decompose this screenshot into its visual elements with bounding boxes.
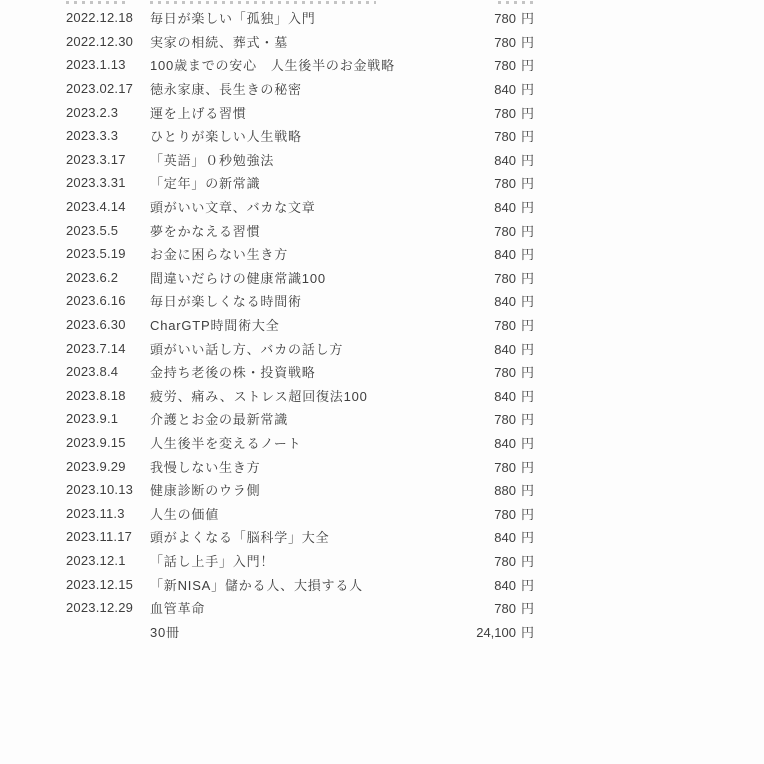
row-price <box>494 244 534 263</box>
currency-label: 円 <box>520 412 534 428</box>
currency-label: 円 <box>520 483 534 499</box>
currency-label: 円 <box>520 365 534 381</box>
row-title: 100歳までの安心 人生後半のお金戦略 <box>150 58 395 74</box>
row-title: 夢をかなえる習慣 <box>150 223 261 239</box>
price-amount: 780 <box>494 412 516 428</box>
row-date: 2023.12.1 <box>66 552 126 568</box>
table-row <box>66 148 534 172</box>
table-row <box>66 6 534 30</box>
table-row <box>66 242 534 266</box>
row-title: 「英語」０秒勉強法 <box>150 152 275 168</box>
currency-label: 円 <box>520 223 534 239</box>
currency-label: 円 <box>520 270 534 286</box>
row-price <box>494 268 534 287</box>
price-amount: 840 <box>494 200 516 216</box>
price-amount: 880 <box>494 483 516 499</box>
row-date: 2023.9.29 <box>66 458 126 474</box>
price-amount: 780 <box>494 318 516 334</box>
currency-label: 円 <box>520 294 534 310</box>
row-title: 金持ち老後の株・投資戦略 <box>150 365 316 381</box>
row-title: 人生後半を変えるノート <box>150 435 302 451</box>
price-amount: 780 <box>494 459 516 475</box>
row-title: CharGTP時間術大全 <box>150 318 280 334</box>
currency-label: 円 <box>520 624 534 640</box>
price-amount: 840 <box>494 577 516 593</box>
row-date: 2023.6.2 <box>66 269 119 285</box>
row-date: 2023.1.13 <box>66 57 126 73</box>
currency-label: 円 <box>520 34 534 50</box>
price-amount: 840 <box>494 530 516 546</box>
row-price <box>494 480 534 499</box>
row-title: 血管革命 <box>150 601 206 617</box>
row-date: 2023.3.3 <box>66 128 119 144</box>
currency-label: 円 <box>520 247 534 263</box>
row-price <box>494 551 534 570</box>
currency-label: 円 <box>520 58 534 74</box>
table-row <box>66 501 534 525</box>
table-row <box>66 53 534 77</box>
table-row <box>66 100 534 124</box>
row-price <box>494 197 534 216</box>
price-amount: 780 <box>494 129 516 145</box>
row-price <box>494 575 534 594</box>
row-date: 2023.5.19 <box>66 246 126 262</box>
row-price <box>494 504 534 523</box>
table-row <box>66 218 534 242</box>
table-row <box>66 195 534 219</box>
price-amount: 780 <box>494 223 516 239</box>
row-title: 運を上げる習慣 <box>150 105 247 121</box>
row-date: 2023.5.5 <box>66 222 119 238</box>
row-price <box>494 433 534 452</box>
price-amount: 780 <box>494 365 516 381</box>
table-row <box>66 77 534 101</box>
row-date: 2023.6.30 <box>66 317 126 333</box>
row-title: 毎日が楽しくなる時間術 <box>150 294 302 310</box>
row-date: 2023.8.18 <box>66 387 126 403</box>
row-title: 健康診断のウラ側 <box>150 483 261 499</box>
price-amount: 780 <box>494 176 516 192</box>
table-row <box>66 171 534 195</box>
currency-label: 円 <box>520 176 534 192</box>
price-amount: 780 <box>494 58 516 74</box>
table-row <box>66 384 534 408</box>
row-price <box>494 409 534 428</box>
price-amount: 840 <box>494 294 516 310</box>
currency-label: 円 <box>520 388 534 404</box>
price-amount: 840 <box>494 435 516 451</box>
row-price <box>494 173 534 192</box>
row-date: 2023.10.13 <box>66 482 134 498</box>
row-price <box>494 32 534 51</box>
row-title: 「新NISA」儲かる人、大損する人 <box>150 577 363 593</box>
price-amount: 780 <box>494 553 516 569</box>
total-amount: 24,100 <box>476 624 516 640</box>
row-price <box>494 457 534 476</box>
row-price <box>494 8 534 27</box>
clipped-date-fragment <box>66 1 130 4</box>
table-row <box>66 266 534 290</box>
price-amount: 780 <box>494 105 516 121</box>
row-date: 2022.12.30 <box>66 33 134 49</box>
price-amount: 840 <box>494 341 516 357</box>
total-row <box>66 619 534 643</box>
total-price <box>476 622 534 641</box>
price-amount: 780 <box>494 34 516 50</box>
row-title: 頭がいい文章、バカな文章 <box>150 200 316 216</box>
currency-label: 円 <box>520 11 534 27</box>
price-amount: 840 <box>494 247 516 263</box>
row-price <box>494 315 534 334</box>
row-date: 2023.2.3 <box>66 104 119 120</box>
row-date: 2023.11.3 <box>66 505 125 521</box>
row-date: 2023.6.16 <box>66 293 126 309</box>
row-date: 2023.9.1 <box>66 411 119 427</box>
clipped-title-fragment <box>150 1 376 4</box>
table-row <box>66 30 534 54</box>
row-date: 2023.12.29 <box>66 600 134 616</box>
currency-label: 円 <box>520 459 534 475</box>
price-amount: 840 <box>494 82 516 98</box>
currency-label: 円 <box>520 200 534 216</box>
price-amount: 780 <box>494 601 516 617</box>
currency-label: 円 <box>520 82 534 98</box>
row-date: 2023.02.17 <box>66 81 134 97</box>
currency-label: 円 <box>520 341 534 357</box>
table-row <box>66 407 534 431</box>
row-price <box>494 362 534 381</box>
currency-label: 円 <box>520 318 534 334</box>
row-price <box>494 291 534 310</box>
row-title: 毎日が楽しい「孤独」入門 <box>150 11 316 27</box>
row-date: 2023.11.17 <box>66 529 133 545</box>
currency-label: 円 <box>520 435 534 451</box>
row-price <box>494 103 534 122</box>
currency-label: 円 <box>520 553 534 569</box>
row-price <box>494 126 534 145</box>
currency-label: 円 <box>520 601 534 617</box>
row-date: 2023.3.31 <box>66 175 126 191</box>
row-price <box>494 150 534 169</box>
table-row <box>66 360 534 384</box>
table-row <box>66 549 534 573</box>
row-title: 頭がよくなる「脳科学」大全 <box>150 530 330 546</box>
currency-label: 円 <box>520 577 534 593</box>
total-count: 30冊 <box>150 624 180 640</box>
table-row <box>66 336 534 360</box>
price-amount: 840 <box>494 388 516 404</box>
row-title: 間違いだらけの健康常識100 <box>150 270 326 286</box>
row-date: 2023.3.17 <box>66 151 126 167</box>
currency-label: 円 <box>520 105 534 121</box>
table-row <box>66 478 534 502</box>
row-price <box>494 55 534 74</box>
price-amount: 780 <box>494 270 516 286</box>
table-row <box>66 525 534 549</box>
currency-label: 円 <box>520 530 534 546</box>
row-title: ひとりが楽しい人生戦略 <box>150 129 302 145</box>
row-title: 我慢しない生き方 <box>150 459 261 475</box>
row-title: 人生の価値 <box>150 506 220 522</box>
row-title: お金に困らない生き方 <box>150 247 289 263</box>
row-date: 2022.12.18 <box>66 10 134 26</box>
price-amount: 780 <box>494 11 516 27</box>
row-title: 疲労、痛み、ストレス超回復法100 <box>150 388 368 404</box>
purchase-list <box>66 6 534 643</box>
price-amount: 780 <box>494 506 516 522</box>
row-date: 2023.9.15 <box>66 434 126 450</box>
clipped-price-fragment <box>498 1 534 4</box>
row-price <box>494 598 534 617</box>
row-title: 徳永家康、長生きの秘密 <box>150 82 302 98</box>
row-title: 頭がいい話し方、バカの話し方 <box>150 341 344 357</box>
table-row <box>66 596 534 620</box>
currency-label: 円 <box>520 152 534 168</box>
row-title: 介護とお金の最新常識 <box>150 412 289 428</box>
price-amount: 840 <box>494 152 516 168</box>
row-price <box>494 339 534 358</box>
row-date: 2023.8.4 <box>66 364 119 380</box>
row-title: 実家の相続、葬式・墓 <box>150 34 289 50</box>
table-row <box>66 572 534 596</box>
row-date: 2023.7.14 <box>66 340 126 356</box>
table-row <box>66 313 534 337</box>
row-title: 「定年」の新常識 <box>150 176 261 192</box>
table-row <box>66 124 534 148</box>
row-date: 2023.12.15 <box>66 576 134 592</box>
row-price <box>494 527 534 546</box>
row-date: 2023.4.14 <box>66 199 126 215</box>
table-row <box>66 454 534 478</box>
currency-label: 円 <box>520 506 534 522</box>
table-row <box>66 289 534 313</box>
row-price <box>494 386 534 405</box>
row-title: 「話し上手」入門！ <box>150 553 275 569</box>
row-price <box>494 79 534 98</box>
row-price <box>494 221 534 240</box>
table-row <box>66 431 534 455</box>
currency-label: 円 <box>520 129 534 145</box>
